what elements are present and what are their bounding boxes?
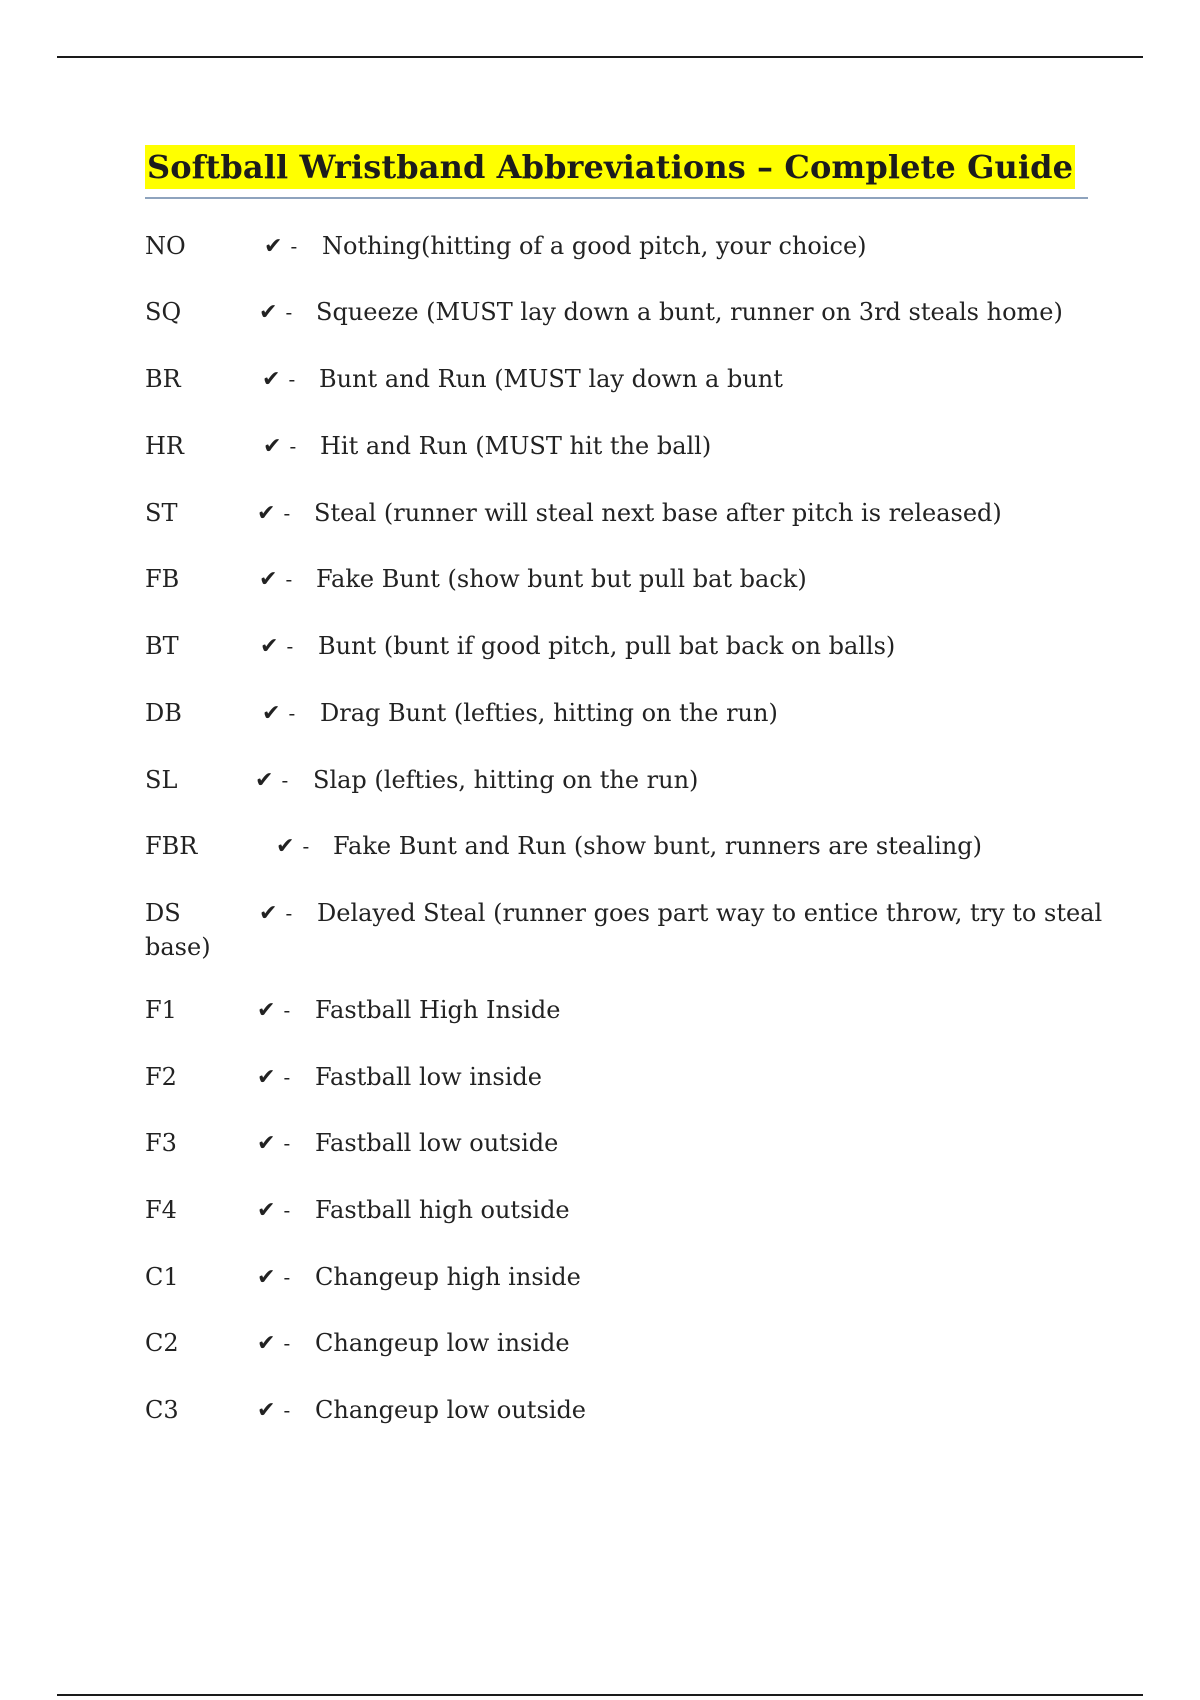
description: Changeup low outside bbox=[315, 1396, 587, 1424]
description: Squeeze (MUST lay down a bunt, runner on 3rd steals home) bbox=[316, 298, 1063, 326]
abbreviation: C1 bbox=[145, 1263, 179, 1291]
abbreviation: BT bbox=[145, 632, 179, 660]
description: Delayed Steal (runner goes part way to entice throw, try to steal bbox=[317, 899, 1103, 927]
description: Steal (runner will steal next base after pitch is released) bbox=[314, 499, 1002, 527]
description: Changeup low inside bbox=[315, 1329, 570, 1357]
description: Hit and Run (MUST hit the ball) bbox=[320, 432, 712, 460]
description: Fastball low outside bbox=[315, 1129, 559, 1157]
abbreviation: DB bbox=[145, 699, 182, 727]
checkmark-icon: ✔ - bbox=[262, 367, 296, 392]
description: Slap (lefties, hitting on the run) bbox=[313, 766, 699, 794]
checkmark-icon: ✔ - bbox=[259, 300, 293, 325]
checkmark-icon: ✔ - bbox=[259, 567, 293, 592]
abbreviation: F4 bbox=[145, 1196, 177, 1224]
bottom-rule bbox=[57, 1694, 1143, 1696]
abbreviation: ST bbox=[145, 499, 178, 527]
checkmark-icon: ✔ - bbox=[264, 234, 298, 259]
checkmark-icon: ✔ - bbox=[257, 501, 291, 526]
abbreviation: SQ bbox=[145, 298, 182, 326]
description: Fake Bunt (show bunt but pull bat back) bbox=[316, 565, 807, 593]
checkmark-icon: ✔ - bbox=[262, 701, 296, 726]
abbreviation: C3 bbox=[145, 1396, 179, 1424]
description: Bunt (bunt if good pitch, pull bat back on balls) bbox=[318, 632, 896, 660]
description: Fastball High Inside bbox=[315, 996, 561, 1024]
checkmark-icon: ✔ - bbox=[257, 1398, 291, 1423]
checkmark-icon: ✔ - bbox=[257, 1065, 291, 1090]
abbreviation: DS bbox=[145, 899, 181, 927]
description: Fake Bunt and Run (show bunt, runners are stealing) bbox=[333, 832, 982, 860]
checkmark-icon: ✔ - bbox=[257, 1265, 291, 1290]
title-block bbox=[145, 145, 1088, 199]
description: Fastball low inside bbox=[315, 1063, 542, 1091]
abbreviation: HR bbox=[145, 432, 184, 460]
top-rule bbox=[57, 56, 1143, 58]
description: Fastball high outside bbox=[315, 1196, 570, 1224]
abbreviation: BR bbox=[145, 365, 181, 393]
abbreviation: SL bbox=[145, 766, 178, 794]
checkmark-icon: ✔ - bbox=[257, 1331, 291, 1356]
checkmark-icon: ✔ - bbox=[257, 1131, 291, 1156]
checkmark-icon: ✔ - bbox=[255, 768, 289, 793]
description: Drag Bunt (lefties, hitting on the run) bbox=[320, 699, 778, 727]
checkmark-icon: ✔ - bbox=[257, 1198, 291, 1223]
description-continuation: base) bbox=[145, 933, 211, 961]
page-title: Softball Wristband Abbreviations – Complete Guide bbox=[145, 145, 1075, 189]
checkmark-icon: ✔ - bbox=[259, 901, 293, 926]
abbreviation: F3 bbox=[145, 1129, 177, 1157]
abbreviation: FBR bbox=[145, 832, 198, 860]
description: Nothing(hitting of a good pitch, your choice) bbox=[322, 232, 867, 260]
description: Changeup high inside bbox=[315, 1263, 581, 1291]
checkmark-icon: ✔ - bbox=[276, 834, 310, 859]
checkmark-icon: ✔ - bbox=[257, 998, 291, 1023]
abbreviation: NO bbox=[145, 232, 186, 260]
checkmark-icon: ✔ - bbox=[263, 434, 297, 459]
abbreviation: F1 bbox=[145, 996, 177, 1024]
abbreviation: F2 bbox=[145, 1063, 177, 1091]
description: Bunt and Run (MUST lay down a bunt bbox=[319, 365, 783, 393]
abbreviation: FB bbox=[145, 565, 180, 593]
abbreviation: C2 bbox=[145, 1329, 179, 1357]
checkmark-icon: ✔ - bbox=[260, 634, 294, 659]
